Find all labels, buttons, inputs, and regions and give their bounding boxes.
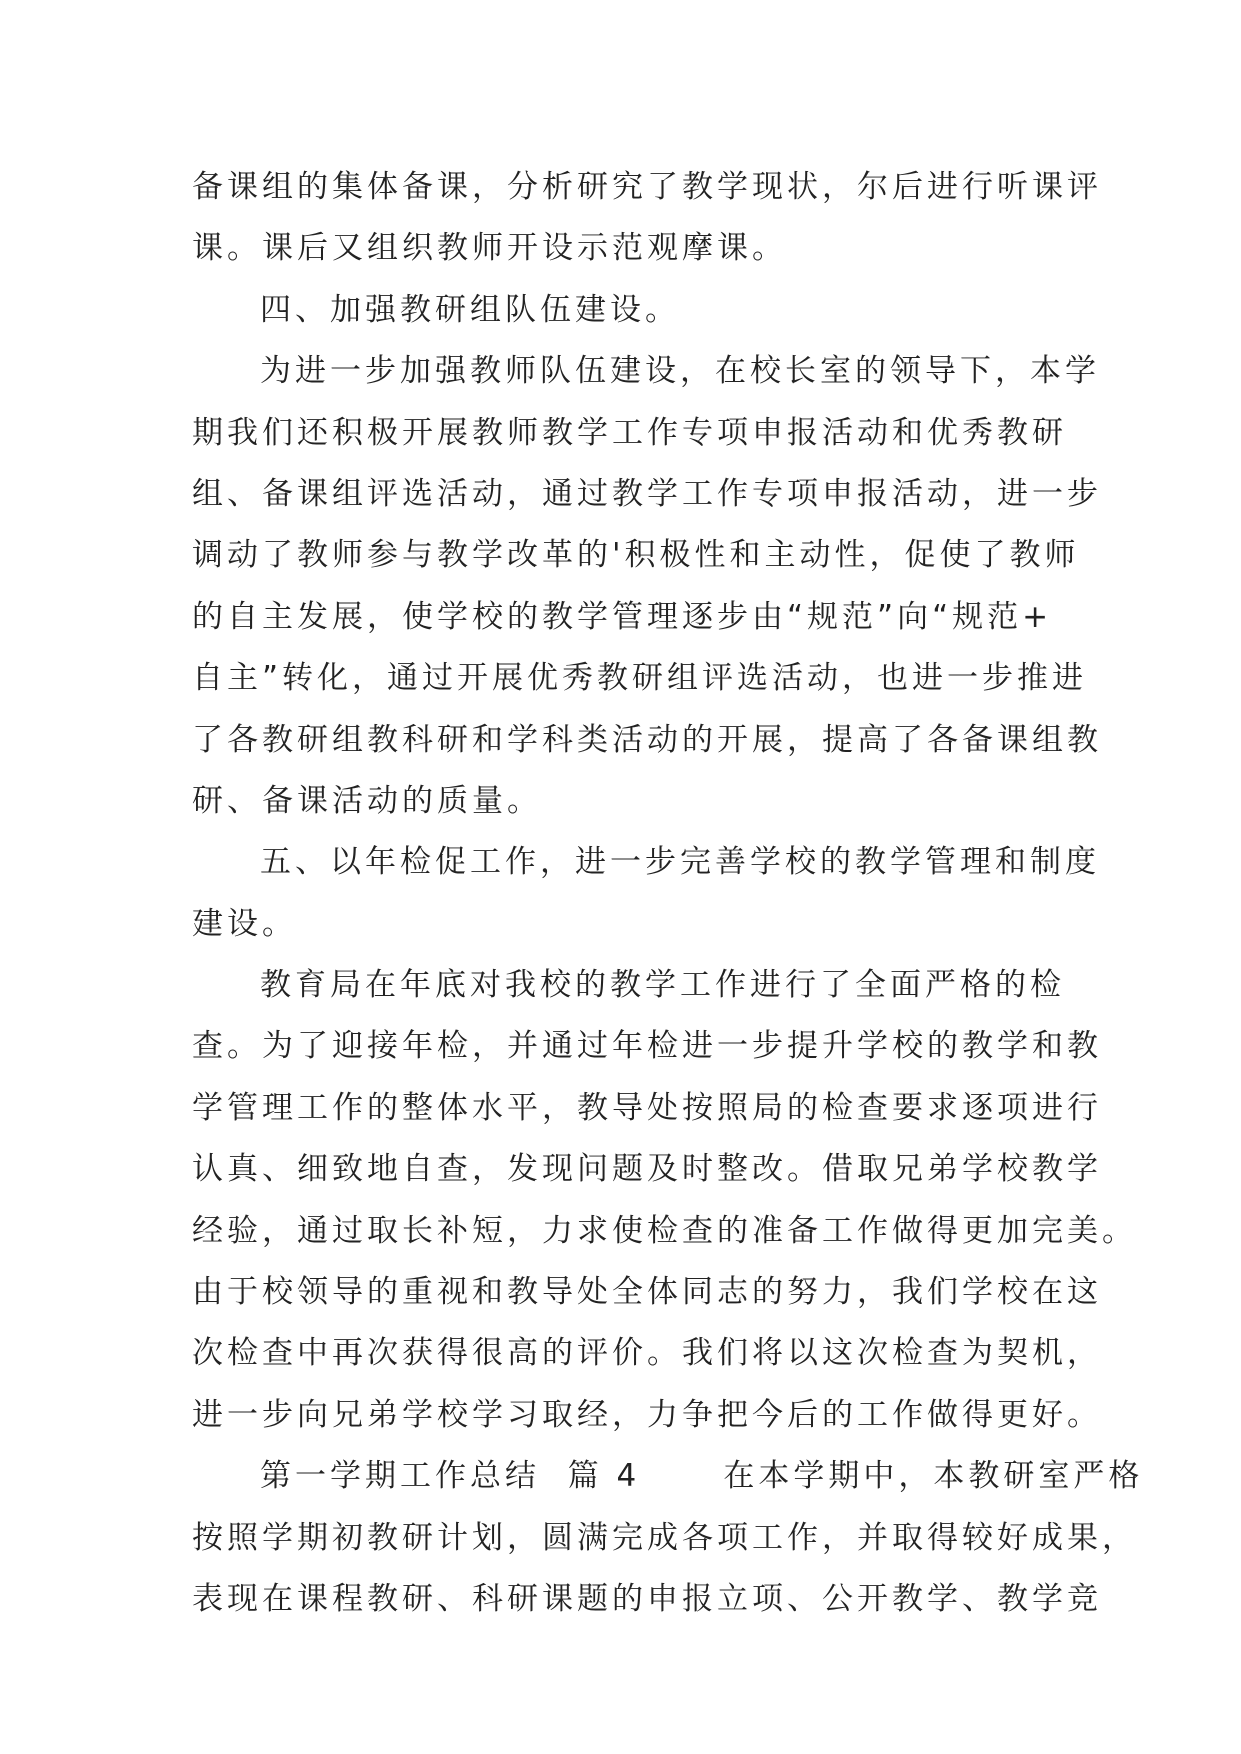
text-line: 为进一步加强教师队伍建设，在校长室的领导下，本学 xyxy=(260,353,1100,390)
text-line: 认真、细致地自查，发现问题及时整改。借取兄弟学校教学 xyxy=(192,1151,1102,1188)
text-line: 学管理工作的整体水平，教导处按照局的检查要求逐项进行 xyxy=(192,1089,1102,1126)
text-line: 的自主发展，使学校的教学管理逐步由“规范”向“规范+ xyxy=(192,598,1053,635)
text-line: 备课组的集体备课，分析研究了教学现状，尔后进行听课评 xyxy=(192,169,1102,205)
text-line: 了各教研组教科研和学科类活动的开展，提高了各备课组教 xyxy=(192,721,1102,758)
text-line: 查。为了迎接年检，并通过年检进一步提升学校的教学和教 xyxy=(192,1028,1102,1065)
text-line: 组、备课组评选活动，通过教学工作专项申报活动，进一步 xyxy=(192,475,1102,512)
text-line: 次检查中再次获得很高的评价。我们将以这次检查为契机， xyxy=(192,1335,1102,1372)
text-line: 由于校领导的重视和教导处全体同志的努力，我们学校在这 xyxy=(192,1274,1102,1311)
text-line: 表现在课程教研、科研课题的申报立项、公开教学、教学竞 xyxy=(192,1580,1102,1617)
text-line: 研、备课活动的质量。 xyxy=(192,782,542,819)
document-body xyxy=(192,157,1144,1630)
text-line: 课。课后又组织教师开设示范观摩课。 xyxy=(192,230,787,267)
text-line: 建设。 xyxy=(192,905,297,942)
text-line: 教育局在年底对我校的教学工作进行了全面严格的检 xyxy=(260,967,1065,1004)
text-line: 期我们还积极开展教师教学工作专项申报活动和优秀教研 xyxy=(192,414,1067,451)
text-line: 调动了教师参与教学改革的'积极性和主动性，促使了教师 xyxy=(192,537,1080,574)
text-line: 进一步向兄弟学校学习取经，力争把今后的工作做得更好。 xyxy=(192,1396,1102,1433)
section-heading: 四、加强教研组队伍建设。 xyxy=(260,291,680,328)
section-heading: 五、以年检促工作，进一步完善学校的教学管理和制度 xyxy=(260,844,1100,881)
text-line: 经验，通过取长补短，力求使检查的准备工作做得更加完美。 xyxy=(192,1212,1137,1249)
text-line: 自主”转化，通过开展优秀教研组评选活动，也进一步推进 xyxy=(192,660,1088,697)
text-line: 第一学期工作总结 篇 4 在本学期中，本教研室严格 xyxy=(260,1458,1144,1495)
text-line: 按照学期初教研计划，圆满完成各项工作，并取得较好成果， xyxy=(192,1519,1137,1556)
